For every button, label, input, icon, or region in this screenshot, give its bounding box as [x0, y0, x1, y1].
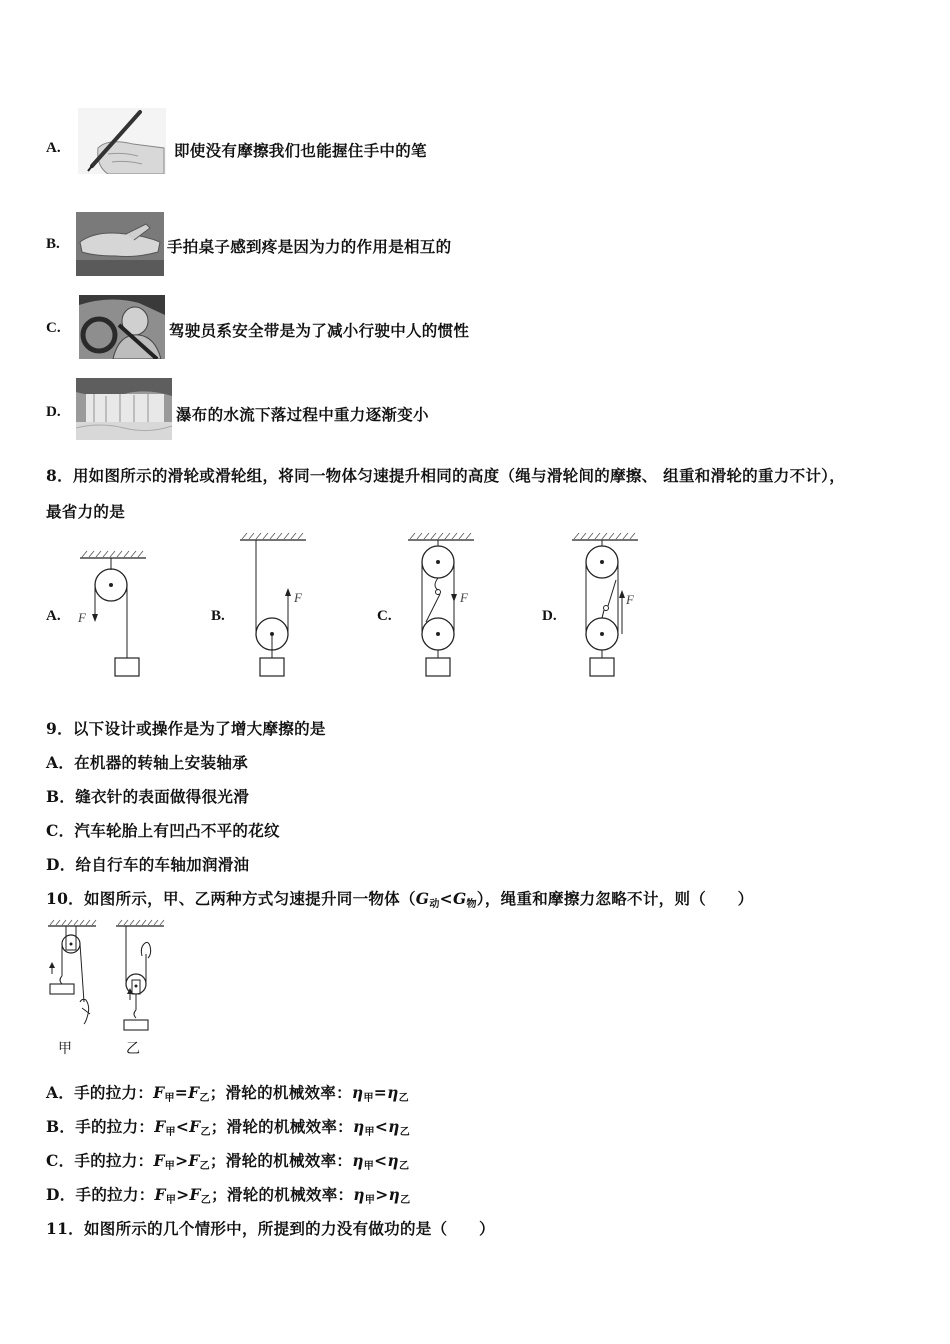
q9-option-b[interactable]: B．缝衣针的表面做得很光滑	[46, 787, 250, 806]
q9-option-a[interactable]: A．在机器的转轴上安装轴承	[46, 753, 248, 772]
q9-option-d[interactable]: D．给自行车的车轴加润滑油	[46, 855, 250, 874]
q10-option-d[interactable]: D．手的拉力：$F_甲>F_乙$；滑轮的机械效率：$\eta_甲>\eta_乙$	[46, 1185, 411, 1206]
waterfall-image	[76, 378, 172, 440]
svg-text:F: F	[294, 590, 302, 605]
operator: <	[439, 889, 453, 908]
stem-part: 10．如图所示，甲、乙两种方式匀速提升同一物体（	[46, 889, 416, 908]
movable-pulley-hand-diagram	[112, 918, 168, 1038]
movable-pulley-diagram	[236, 530, 316, 680]
fixed-pulley-hand-diagram	[44, 918, 100, 1038]
figure-caption: 甲	[58, 1041, 72, 1057]
question-stem: 9．以下设计或操作是为了增大摩擦的是	[46, 719, 326, 738]
figure-label: D.	[542, 608, 557, 624]
pulley-block-c-diagram	[402, 530, 482, 680]
subscript: 动	[429, 899, 440, 910]
symbol-g: G	[452, 889, 467, 908]
hand-on-table-image	[76, 212, 164, 276]
pulley-block-d-diagram	[566, 530, 646, 680]
option-text: 瀑布的水流下落过程中重力逐渐变小	[176, 405, 429, 424]
figure-caption: 乙	[126, 1041, 140, 1057]
fixed-pulley-diagram	[74, 548, 154, 678]
stem-part: ），绳重和摩擦力忽略不计，则（ ）	[476, 889, 754, 908]
option-text: 即使没有摩擦我们也能握住手中的笔	[174, 141, 427, 160]
svg-text:F: F	[460, 590, 468, 605]
q9-option-c[interactable]: C．汽车轮胎上有凹凸不平的花纹	[46, 821, 280, 840]
option-label: A.	[46, 140, 61, 156]
q10-option-b[interactable]: B．手的拉力：$F_甲<F_乙$；滑轮的机械效率：$\eta_甲<\eta_乙$	[46, 1117, 411, 1138]
seatbelt-driver-image	[79, 295, 165, 359]
option-label: C.	[46, 320, 61, 336]
q10-option-c[interactable]: C．手的拉力：$F_甲>F_乙$；滑轮的机械效率：$\eta_甲<\eta_乙$	[46, 1151, 410, 1172]
q10-question-stem	[46, 887, 753, 910]
subscript: 物	[466, 899, 477, 910]
option-text: 手拍桌子感到疼是因为力的作用是相互的	[167, 237, 452, 256]
svg-text:F: F	[78, 610, 86, 625]
pen-hand-image	[78, 108, 166, 174]
q11-question-stem: 11．如图所示的几个情形中，所提到的力没有做功的是（ ）	[46, 1219, 495, 1238]
figure-label: B.	[211, 608, 225, 624]
figure-label: A.	[46, 608, 61, 624]
q10-option-a[interactable]: A．手的拉力：$F_甲=F_乙$；滑轮的机械效率：$\eta_甲=\eta_乙$	[46, 1083, 409, 1104]
question-stem: 8．用如图所示的滑轮或滑轮组，将同一物体匀速提升相同的高度（绳与滑轮间的摩擦、 组重和滑轮的重力不计），	[46, 466, 846, 485]
figure-label: C.	[377, 608, 392, 624]
option-label: D.	[46, 404, 61, 420]
option-label: B.	[46, 236, 60, 252]
svg-text:F: F	[626, 592, 634, 607]
symbol-g: G	[415, 889, 430, 908]
question-stem-continued: 最省力的是	[46, 502, 126, 521]
option-text: 驾驶员系安全带是为了减小行驶中人的惯性	[169, 321, 470, 340]
